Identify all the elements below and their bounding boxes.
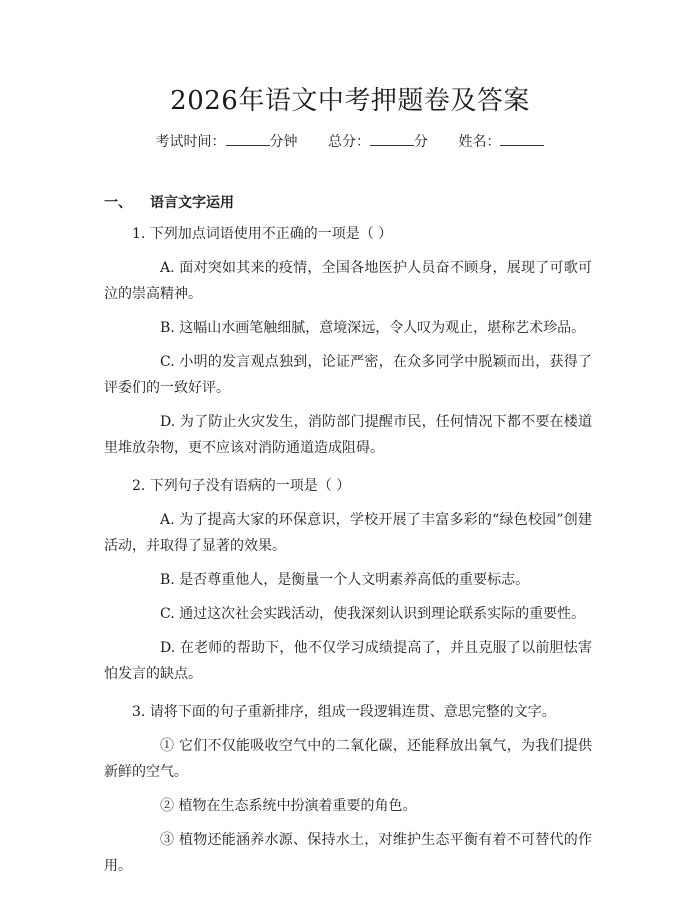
question-option: ③ 植物还能涵养水源、保持水土，对维护生态平衡有着不可替代的作用。 xyxy=(104,832,592,874)
section-title: 语言文字运用 xyxy=(150,195,234,211)
question-stem: 2. 下列句子没有语病的一项是（ ） xyxy=(132,478,351,494)
question-option: C. 通过这次社会实践活动，使我深刻认识到理论联系实际的重要性。 xyxy=(160,606,586,622)
section-number: 一、 xyxy=(104,195,132,211)
total-score-label: 总分： xyxy=(328,134,370,150)
section-heading xyxy=(104,192,234,212)
name-blank xyxy=(500,133,544,146)
name-label: 姓名： xyxy=(458,134,501,150)
question-option: ① 它们不仅能吸收空气中的二氧化碳，还能释放出氧气，为我们提供新鲜的空气。 xyxy=(104,738,592,780)
exam-time-field xyxy=(156,134,298,150)
total-score-blank xyxy=(370,133,414,146)
question-list xyxy=(104,221,592,887)
question-option: C. 小明的发言观点独到，论证严密，在众多同学中脱颖而出，获得了评委们的一致好评。 xyxy=(104,354,592,396)
question-stem: 3. 请将下面的句子重新排序，组成一段逻辑连贯、意思完整的文字。 xyxy=(132,704,556,720)
name-field xyxy=(458,134,544,150)
total-score-field xyxy=(328,134,428,150)
question-stem: 1. 下列加点词语使用不正确的一项是（ ） xyxy=(132,226,393,242)
total-score-unit: 分 xyxy=(414,134,428,150)
question-option: B. 这幅山水画笔触细腻，意境深远，令人叹为观止，堪称艺术珍品。 xyxy=(160,320,586,336)
exam-meta-line xyxy=(0,131,700,151)
exam-time-label: 考试时间： xyxy=(155,134,226,150)
page-title: 2026年语文中考押题卷及答案 xyxy=(170,86,530,116)
question-option: B. 是否尊重他人，是衡量一个人文明素养高低的重要标志。 xyxy=(160,572,530,588)
exam-time-blank xyxy=(226,133,270,146)
question-option: ② 植物在生态系统中扮演着重要的角色。 xyxy=(160,798,417,814)
question-option: A. 为了提高大家的环保意识，学校开展了丰富多彩的“绿色校园”创建活动，并取得了显著的效果。 xyxy=(104,512,592,554)
exam-time-unit: 分钟 xyxy=(269,134,298,150)
question-option: D. 为了防止火灾发生，消防部门提醒市民，任何情况下都不要在楼道里堆放杂物，更不应该对消防通道造成阻碍。 xyxy=(104,414,592,456)
question-option: A. 面对突如其来的疫情，全国各地医护人员奋不顾身，展现了可歌可泣的崇高精神。 xyxy=(104,260,592,302)
question-option: D. 在老师的帮助下，他不仅学习成绩提高了，并且克服了以前胆怯害怕发言的缺点。 xyxy=(104,640,592,682)
